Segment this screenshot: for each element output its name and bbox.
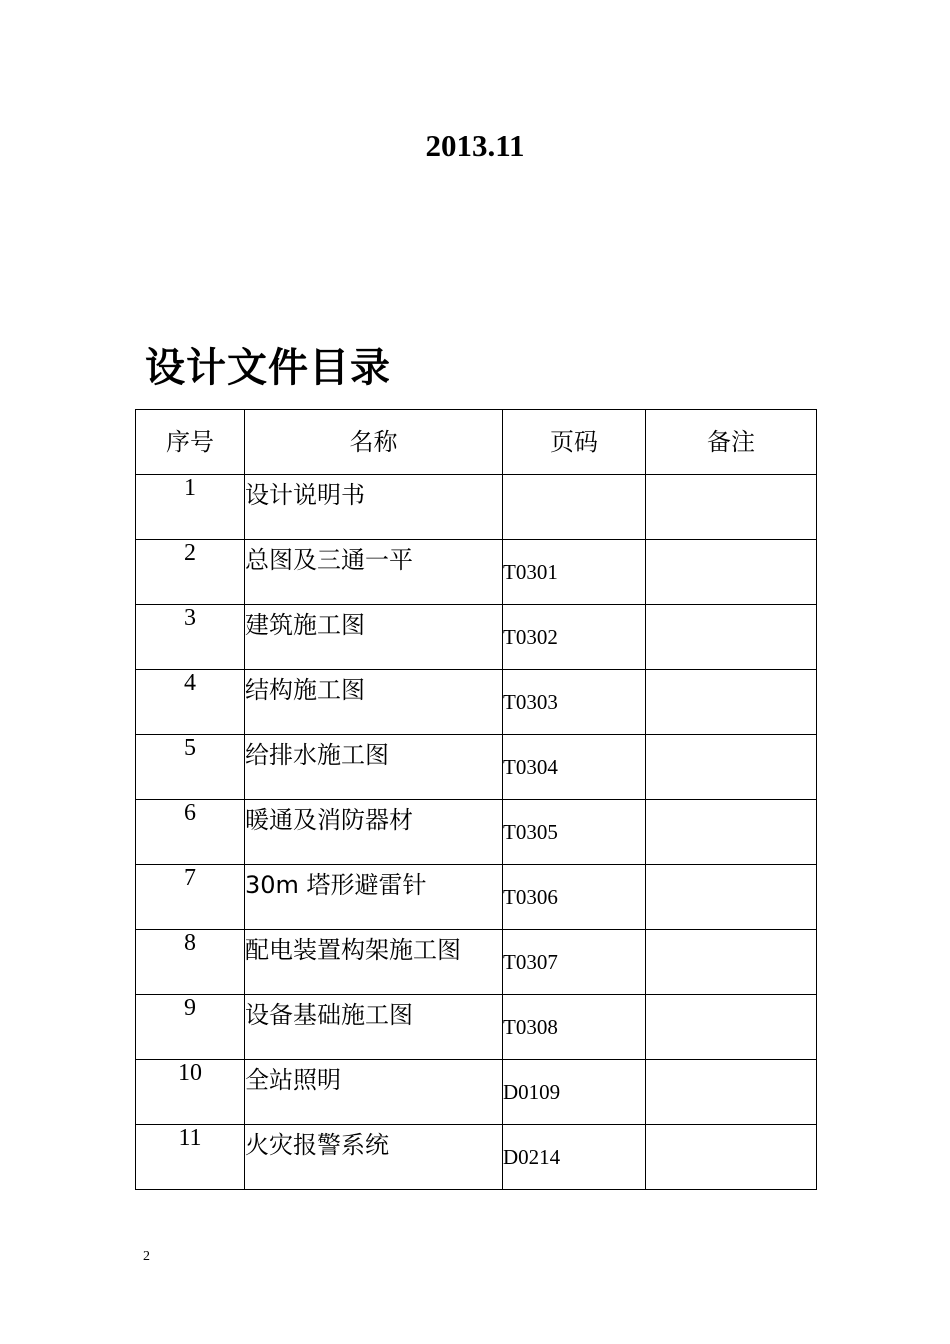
- row-note: [646, 1125, 817, 1190]
- row-number: 5: [136, 735, 245, 800]
- row-page-code: D0214: [503, 1125, 646, 1190]
- row-name: 设备基础施工图: [245, 995, 503, 1060]
- header-note: 备注: [646, 410, 817, 475]
- row-note: [646, 995, 817, 1060]
- table-row: [136, 605, 817, 670]
- document-title: 设计文件目录: [145, 345, 391, 391]
- row-number: 2: [136, 540, 245, 605]
- table-row: [136, 735, 817, 800]
- row-page-code: T0306: [503, 865, 646, 930]
- header-name: 名称: [245, 410, 503, 475]
- row-name: 结构施工图: [245, 670, 503, 735]
- row-name: 火灾报警系统: [245, 1125, 503, 1190]
- row-page-code: T0305: [503, 800, 646, 865]
- row-name: 30m 塔形避雷针: [245, 865, 503, 930]
- row-note: [646, 670, 817, 735]
- header-no: 序号: [136, 410, 245, 475]
- row-number: 6: [136, 800, 245, 865]
- row-page-code: T0308: [503, 995, 646, 1060]
- table-row: [136, 670, 817, 735]
- row-note: [646, 735, 817, 800]
- row-page-code: D0109: [503, 1060, 646, 1125]
- row-name: 总图及三通一平: [245, 540, 503, 605]
- row-page-code: [503, 475, 646, 540]
- table-row: [136, 865, 817, 930]
- table-row: [136, 930, 817, 995]
- row-number: 10: [136, 1060, 245, 1125]
- table-row: [136, 1125, 817, 1190]
- row-name: 建筑施工图: [245, 605, 503, 670]
- table-row: [136, 1060, 817, 1125]
- table-row: [136, 540, 817, 605]
- row-page-code: T0302: [503, 605, 646, 670]
- row-page-code: T0304: [503, 735, 646, 800]
- row-note: [646, 605, 817, 670]
- row-note: [646, 930, 817, 995]
- row-note: [646, 540, 817, 605]
- table-header-row: [136, 410, 817, 475]
- row-note: [646, 1060, 817, 1125]
- row-page-code: T0307: [503, 930, 646, 995]
- row-number: 9: [136, 995, 245, 1060]
- row-name: 配电装置构架施工图: [245, 930, 503, 995]
- row-note: [646, 475, 817, 540]
- row-name: 全站照明: [245, 1060, 503, 1125]
- row-note: [646, 865, 817, 930]
- row-number: 8: [136, 930, 245, 995]
- table-row: [136, 800, 817, 865]
- row-number: 11: [136, 1125, 245, 1190]
- table-body: [136, 475, 817, 1190]
- row-number: 7: [136, 865, 245, 930]
- row-page-code: T0301: [503, 540, 646, 605]
- row-number: 3: [136, 605, 245, 670]
- table-row: [136, 995, 817, 1060]
- row-name: 暖通及消防器材: [245, 800, 503, 865]
- page-number: 2: [143, 1249, 150, 1264]
- row-number: 1: [136, 475, 245, 540]
- row-number: 4: [136, 670, 245, 735]
- document-date: 2013.11: [425, 128, 525, 163]
- row-page-code: T0303: [503, 670, 646, 735]
- row-name: 给排水施工图: [245, 735, 503, 800]
- row-note: [646, 800, 817, 865]
- file-index-table: [135, 409, 817, 1190]
- header-page: 页码: [503, 410, 646, 475]
- row-name: 设计说明书: [245, 475, 503, 540]
- table-row: [136, 475, 817, 540]
